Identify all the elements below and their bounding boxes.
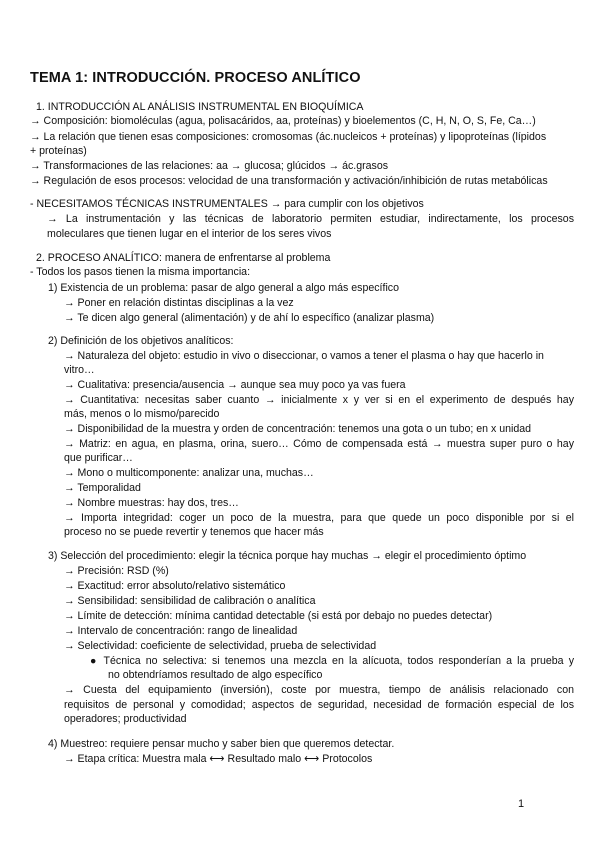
- step-2-line-availability: → Disponibilidad de la muestra y orden de concentración: tenemos una gota o un tubo; en x unidad: [64, 423, 532, 435]
- step-2-line-nature-cont: vitro…: [64, 364, 95, 376]
- step-2-line-integrity-cont: proceso no se puede revertir y tenemos que hacer más: [64, 526, 324, 538]
- section-1-line-regulation: → Regulación de esos procesos: velocidad de una transformación y activación/inhibición de rutas metabólicas: [30, 175, 548, 187]
- step-3-line-cost-end: operadores; productividad: [64, 713, 187, 725]
- section-1-line-transformations: → Transformaciones de las relaciones: aa → glucosa; glúcidos → ác.grasos: [30, 160, 389, 172]
- step-2-line-temporality: → Temporalidad: [64, 482, 141, 494]
- step-4-line-critical: → Etapa crítica: Muestra mala ⟷ Resultado malo ⟷ Protocolos: [64, 753, 373, 765]
- page-title: TEMA 1: INTRODUCCIÓN. PROCESO ANLÍTICO: [30, 70, 361, 86]
- step-3-bullet-nonselective: ● Técnica no selectiva: si tenemos una mezcla en la alícuota, todos responderían a la prueba y: [90, 655, 574, 667]
- step-3-line-cost-cont: requisitos de personal y comodidad; aspectos de seguridad, necesidad de formación especial de los: [64, 699, 574, 711]
- section-1-bullet-detail-cont: moleculares que tienen lugar en el interior de los seres vivos: [47, 228, 332, 240]
- step-3-heading: 3) Selección del procedimiento: elegir la técnica porque hay muchas → elegir el procedimiento óptimo: [48, 550, 527, 562]
- step-2-line-components: → Mono o multicomponente: analizar una, muchas…: [64, 467, 314, 479]
- page-number: 1: [518, 798, 525, 810]
- section-2-heading: 2. PROCESO ANALÍTICO: manera de enfrentarse al problema: [36, 252, 331, 264]
- step-3-line-detection-limit: → Límite de detección: mínima cantidad detectable (si está por debajo no puedes detectar): [64, 610, 493, 622]
- step-3-line-concentration: → Intervalo de concentración: rango de linealidad: [64, 625, 298, 637]
- step-1-line-b: → Te dicen algo general (alimentación) y de ahí lo específico (analizar plasma): [64, 312, 435, 324]
- step-1-line-a: → Poner en relación distintas disciplinas a la vez: [64, 297, 294, 309]
- step-2-line-nature: → Naturaleza del objeto: estudio in vivo o diseccionar, o vamos a tener el plasma o hay que hacerlo in: [64, 350, 544, 362]
- step-2-line-matrix-cont: que purificar…: [64, 452, 133, 464]
- section-1-bullet-detail: → La instrumentación y las técnicas de laboratorio permiten estudiar, indirectamente, los procesos: [47, 213, 574, 225]
- step-3-line-selectivity: → Selectividad: coeficiente de selectividad, prueba de selectividad: [64, 640, 377, 652]
- step-2-heading: 2) Definición de los objetivos analíticos:: [48, 335, 234, 347]
- section-1-bullet-techniques: - NECESITAMOS TÉCNICAS INSTRUMENTALES → para cumplir con los objetivos: [30, 198, 424, 210]
- step-2-line-quantitative-cont: más, menos o lo mismo/parecido: [64, 408, 220, 420]
- section-1-line-relation: → La relación que tienen esas composiciones: cromosomas (ác.nucleicos + proteínas) y lipoproteínas (lípidos: [30, 131, 547, 143]
- step-3-line-precision: → Precisión: RSD (%): [64, 565, 169, 577]
- section-1-line-relation-cont: + proteínas): [30, 145, 87, 157]
- step-2-line-matrix: → Matriz: en agua, en plasma, orina, suero… Cómo de compensada está → muestra super puro o hay: [64, 438, 574, 450]
- section-1-line-composition: → Composición: biomoléculas (agua, polisacáridos, aa, proteínas) y bioelementos (C, H, N, O, S, Fe, Ca…): [30, 115, 536, 127]
- section-1-heading: 1. INTRODUCCIÓN AL ANÁLISIS INSTRUMENTAL EN BIOQUÍMICA: [36, 101, 364, 113]
- step-3-bullet-nonselective-cont: no obtendríamos resultado de algo específico: [108, 669, 323, 681]
- step-3-line-sensitivity: → Sensibilidad: sensibilidad de calibración o analítica: [64, 595, 316, 607]
- step-3-line-cost: → Cuesta del equipamiento (inversión), coste por muestra, tiempo de análisis relacionado con: [64, 684, 574, 696]
- step-2-line-qualitative: → Cualitativa: presencia/ausencia → aunque sea muy poco ya vas fuera: [64, 379, 406, 391]
- step-2-line-quantitative: → Cuantitativa: necesitas saber cuanto → inicialmente x y ver si en el experimento de después hay: [64, 394, 574, 406]
- step-3-line-accuracy: → Exactitud: error absoluto/relativo sistemático: [64, 580, 286, 592]
- step-2-line-samples: → Nombre muestras: hay dos, tres…: [64, 497, 239, 509]
- step-1-heading: 1) Existencia de un problema: pasar de algo general a algo más específico: [48, 282, 399, 294]
- step-2-line-integrity: → Importa integridad: coger un poco de la muestra, para que quede un poco disponible por si el: [64, 512, 574, 524]
- step-4-heading: 4) Muestreo: requiere pensar mucho y saber bien que queremos detectar.: [48, 738, 395, 750]
- section-2-dash: - Todos los pasos tienen la misma importancia:: [30, 266, 251, 278]
